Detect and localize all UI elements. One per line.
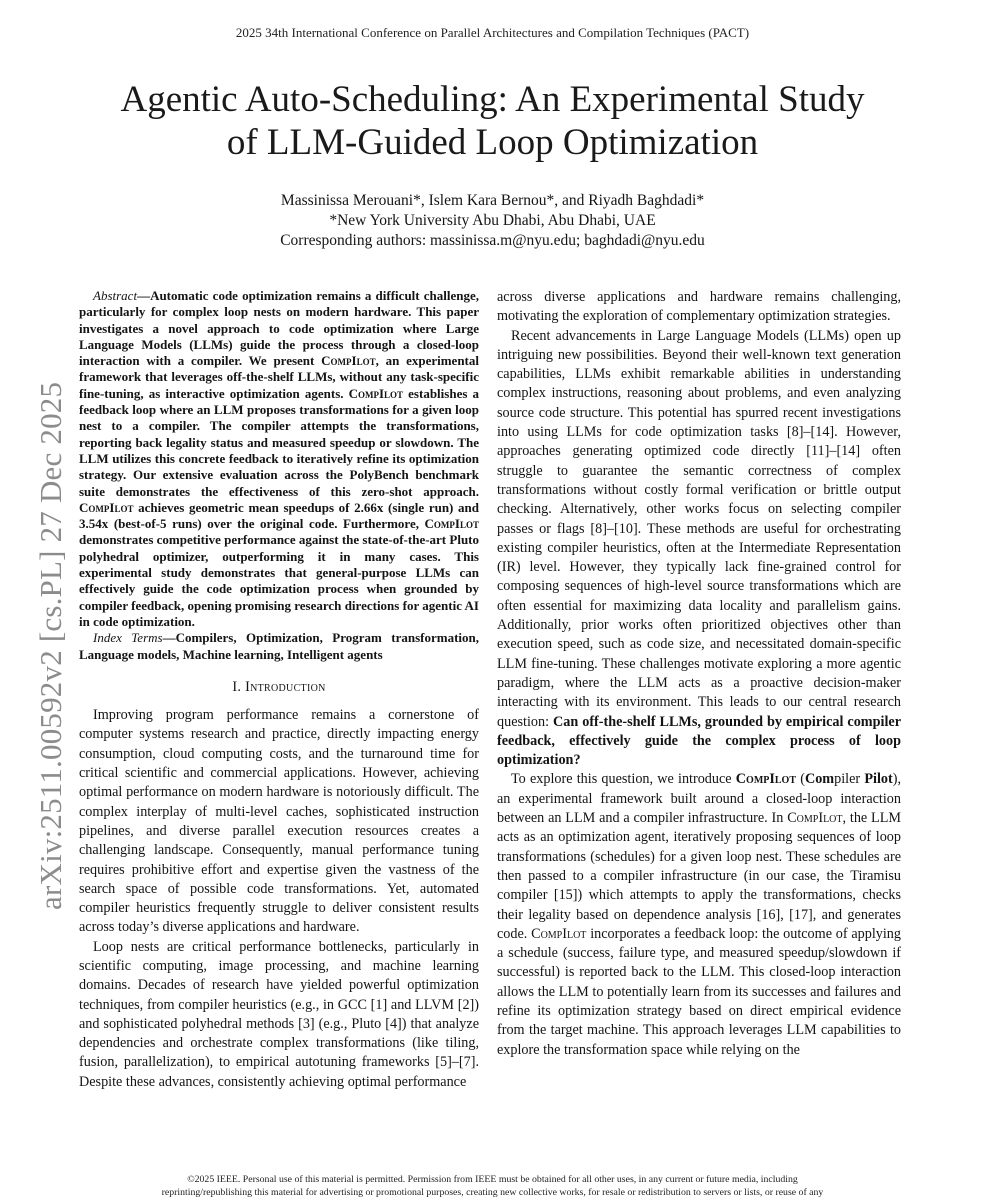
corresponding-authors: Corresponding authors: massinissa.m@nyu.edu; baghdadi@nyu.edu xyxy=(280,232,705,249)
system-name: CompIlot xyxy=(787,810,843,827)
arxiv-stamp: arXiv:2511.00592v2 [cs.PL] 27 Dec 2025 xyxy=(33,381,68,910)
abstract-text-5: demonstrates competitive performance against the state-of-the-art Pluto polyhedral optimizer, outperforming it in many cases. This experimental study demonstrates that general-purpose LLMs can effectively guide the code optimization process when grounded by compiler feedback, opening promising research directions for agentic AI in code optimization. xyxy=(79,532,479,629)
research-question: Can off-the-shelf LLMs, grounded by empirical compiler feedback, effectively guide the complex process of loop optimization? xyxy=(497,713,901,769)
author-names: Massinissa Merouani*, Islem Kara Bernou*, and Riyadh Baghdadi* xyxy=(280,192,705,209)
section-heading xyxy=(79,678,479,697)
index-terms-text: Compilers, Optimization, Program transformation, Language models, Machine learning, Intelligent agents xyxy=(79,630,479,662)
system-name: CompIlot xyxy=(348,385,404,401)
title-line-2: of LLM-Guided Loop Optimization xyxy=(226,122,759,163)
abstract xyxy=(79,288,479,630)
affiliation: *New York University Abu Dhabi, Abu Dhabi, UAE xyxy=(329,212,656,229)
intro-paragraph-4 xyxy=(497,327,901,771)
section-number: I. xyxy=(232,678,242,695)
name-highlight: Pilot xyxy=(864,771,893,788)
author-block xyxy=(0,191,985,251)
name-highlight: Com xyxy=(804,771,835,788)
paper-title xyxy=(60,78,925,164)
abstract-label: Abstract xyxy=(93,288,138,303)
abstract-text-1: Automatic code optimization remains a difficult challenge, particularly for complex loop nests on modern hardware. This paper investigates a novel approach to code optimization where Large Language Models (LLMs) guide the process through a closed-loop interaction with a compiler. We present xyxy=(79,288,479,369)
footer-line-1: ©2025 IEEE. Personal use of this material is permitted. Permission from IEEE must be obtained for all other uses, in any current or future media, including xyxy=(187,1174,798,1185)
intro-paragraph-5 xyxy=(497,770,901,1059)
conference-header: 2025 34th International Conference on Parallel Architectures and Compilation Techniques (PACT) xyxy=(235,25,750,40)
paragraph-5-text: ( xyxy=(796,771,805,788)
index-terms-dash: — xyxy=(162,630,176,646)
intro-paragraph-2: Loop nests are critical performance bottlenecks, particularly in scientific computing, image processing, and machine learning domains. Decades of research have yielded powerful optimization techniques, from compiler heuristics (e.g., in GCC [1] and LLVM [2]) and sophisticated polyhedral methods [3] (e.g., Pluto [4]) that analyze dependencies and orchestrate complex transformations (like tiling, fusion, parallelization), to empirical autotuning frameworks [5]–[7]. Despite these advances, consistently achieving optimal performance xyxy=(79,938,479,1090)
paragraph-5-text: ), an experimental framework built around a closed-loop interaction between an LLM and a compiler infrastructure. In xyxy=(497,771,901,827)
system-name: CompIlot xyxy=(424,516,479,532)
abstract-text-3: establishes a feedback loop where an LLM proposes transformations for a given loop nest to a compiler. The compiler attempts the transformations, reporting back legality status and measured speedup or slowdown. The LLM utilizes this concrete feedback to iteratively refine its optimization strategy. Our extensive evaluation across the PolyBench benchmark suite demonstrates the effectiveness of this zero-shot approach. xyxy=(79,385,479,499)
intro-paragraph-1: Improving program performance remains a cornerstone of computer systems research and practice, directly impacting energy consumption, cloud computing costs, and the turnaround time for critical scientific and commercial applications. However, achieving optimal performance on modern hardware is notoriously difficult. The complex interplay of multi-level caches, sophisticated instruction pipelines, and diverse parallel execution resources creates a challenging landscape. Consequently, manual performance tuning requires prohibitive effort and expertise given the vastness of the search space of possible code transformations. Yet, automated compiler heuristics frequently struggle to deliver consistent results across today’s diverse applications and hardware. xyxy=(79,707,479,936)
right-column xyxy=(497,288,901,1060)
system-name: CompIlot xyxy=(321,353,376,369)
section-title: Introduction xyxy=(245,678,326,695)
paragraph-4-text: Recent advancements in Large Language Models (LLMs) open up intriguing new possibilities. Beyond their well-known text generation capabilities, LLMs exhibit remarkable abilities in understanding complex instructions, reasoning about problems, and even analyzing source code structure. This potential has spurred recent investigations into using LLMs for code optimization tasks [8]–[14]. However, approaches generating optimized code directly [11]–[14] often struggle to guarantee the semantic correctness of complex transformations without costly formal verification or brittle output checking. Alternatively, other works focus on selecting compiler passes or flags [8]–[10]. These methods are useful for orchestrating existing compiler heuristics, often at the Intermediate Representation (IR) level. However, they typically lack fine-grained control for composing sequences of high-level source transformations which are often essential for maximizing data locality and parallelism gains. Additionally, prior works often prioritized objectives other than execution speed, such as code size, and necessitated domain-specific LLM fine-tuning. These challenges motivate exploring a more agentic paradigm, where the LLM acts as a proactive decision-maker interacting with its environment. This leads to our central research question: xyxy=(497,327,901,730)
title-line-1: Agentic Auto-Scheduling: An Experimental Study xyxy=(120,79,865,120)
abstract-dash: — xyxy=(137,288,151,303)
intro-paragraph-3: across diverse applications and hardware remains challenging, motivating the exploration of complementary optimization strategies. xyxy=(497,289,901,325)
system-name: CompIlot xyxy=(531,925,587,942)
index-terms-label: Index Terms xyxy=(93,630,163,646)
index-terms xyxy=(79,630,479,663)
copyright-footer xyxy=(40,1173,945,1199)
abstract-text-4: achieves geometric mean speedups of 2.66x (single run) and 3.54x (best-of-5 runs) over the original code. Furthermore, xyxy=(79,499,479,532)
paragraph-5-text: incorporates a feedback loop: the outcome of applying a schedule (success, failure type, and measured speedup/slowdown if successful) is reported back to the LLM. This closed-loop interaction allows the LLM to potentially learn from its successes and failures and refine its optimization strategy based on direct empirical evidence from the target machine. This approach leverages LLM capabilities to explore the transformation space while relying on the xyxy=(497,925,901,1058)
system-name: CompIlot xyxy=(79,499,134,515)
abstract-text-2: , an experimental framework that leverages off-the-shelf LLMs, without any task-specific fine-tuning, as interactive optimization agents. xyxy=(79,353,479,401)
paragraph-5-text: , the LLM acts as an optimization agent, iteratively proposing sequences of loop transformations (schedules) for a given loop nest. These schedules are then passed to a compiler infrastructure (in our case, the Tiramisu compiler [15]) which attempts to apply the transformations, checks their legality based on dependence analysis [16], [17], and generates code. xyxy=(497,810,901,942)
paragraph-5-text: To explore this question, we introduce xyxy=(511,771,736,788)
system-name: CompIlot xyxy=(735,771,797,788)
left-column xyxy=(79,288,479,1092)
paragraph-5-text: piler xyxy=(834,771,865,788)
footer-line-2: reprinting/republishing this material for advertising or promotional purposes, creating new collective works, for resale or redistribution to servers or lists, or reuse of any xyxy=(161,1187,824,1198)
